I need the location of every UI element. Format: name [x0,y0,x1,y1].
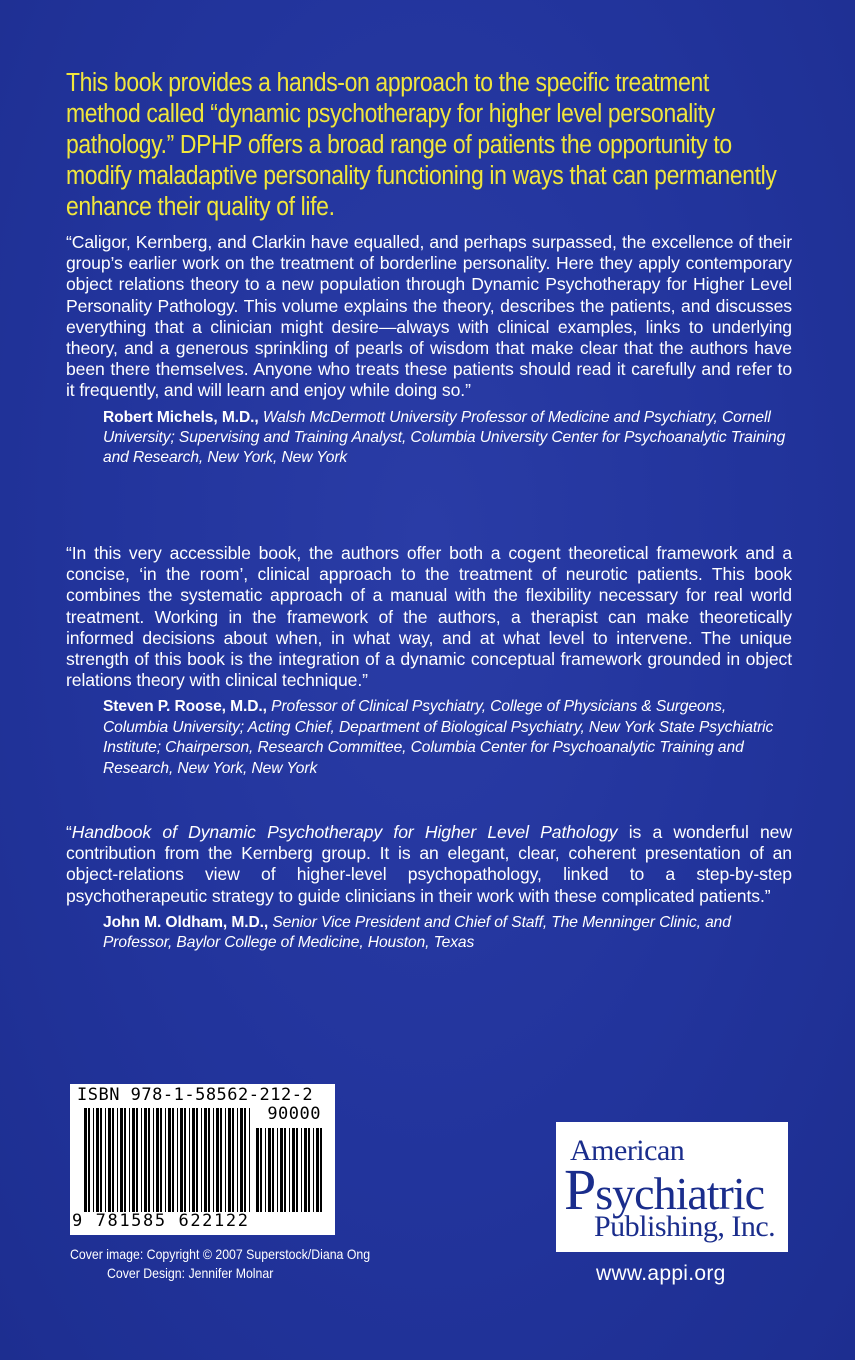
endorser-affiliation: Walsh McDermott University Professor of Medicine and Psychiatry, Cornell University; Supervising and Training Analyst, Columbia University Center for Psychoanalytic Training and Research, New York, New York [103,408,786,467]
barcode-bar [144,1108,147,1212]
isbn-barcode [70,1084,335,1235]
publisher-logo-initial: P [564,1157,596,1222]
barcode-bar [320,1128,322,1212]
barcode-bar [308,1128,310,1212]
barcode-bar [112,1108,114,1212]
barcode-bar [165,1108,166,1212]
barcode-bar [272,1128,274,1212]
barcode-bar [196,1108,198,1212]
cover-image-credit: Cover image: Copyright © 2007 Superstock/Diana Ong [70,1246,371,1262]
endorsement-text [66,822,792,907]
barcode-bar [105,1108,106,1212]
barcode-bar [117,1108,118,1212]
endorsement-attribution [103,408,792,469]
endorsement-body: is a wonderful new contribution from the Kernberg group. It is an elegant, clear, coherent presentation of an object-relations view of higher-level psychopathology, linked to a step-by-step psychotherapeutic strategy to guide clinicians in their work with these complicated patients.” [66,822,792,906]
endorsement-attribution [103,913,792,954]
barcode-bar [292,1128,295,1212]
barcode-bar [220,1108,222,1212]
barcode-bar [277,1128,278,1212]
endorsement-2 [66,543,792,779]
addon-barcode-bars-icon [256,1128,326,1212]
barcode-bar [124,1108,126,1212]
barcode-bar [240,1108,243,1212]
cover-design-credit: Cover Design: Jennifer Molnar [106,1265,274,1281]
barcode-bar [289,1128,290,1212]
book-blurb: This book provides a hands-on approach to the specific treatment method called “dynamic psychotherapy for higher level personality pathology.” DPHP offers a broad range of patients the opportunity to modify maladaptive personality functioning in ways that can permanently enhance their quality of life. [66,69,777,221]
barcode-bar [216,1108,219,1212]
barcode-bar [136,1108,138,1212]
barcode-bar [148,1108,150,1212]
barcode-bar [132,1108,135,1212]
barcode-bar [232,1108,234,1212]
barcode-bar [280,1128,283,1212]
endorser-name: Steven P. Roose, M.D., [103,698,267,716]
barcode-bar [256,1128,259,1212]
barcode-bar [225,1108,226,1212]
barcode-bar [96,1108,99,1212]
publisher-website: www.appi.org [596,1262,726,1285]
barcode-bar [260,1128,262,1212]
endorsement-text: “Caligor, Kernberg, and Clarkin have equalled, and perhaps surpassed, the excellence of their group’s earlier work on the treatment of borderline personality. Here they apply contemporary object relations theory to a new population through Dynamic Psychotherapy for Higher Level Personality Pathology. This volume explains the theory, describes the patients, and discusses everything that a clinician might desire—always with clinical examples, links to underlying theory, and a generous sprinkling of pearls of wisdom that make clear that the authors have been there themselves. Anyone who treats these patients should read it carefully and refer to it frequently, and will learn and enjoy while doing so.” [66,232,792,401]
barcode-bar [313,1128,314,1212]
barcode-bar [237,1108,238,1212]
barcode-bar [108,1108,111,1212]
barcode-bar [268,1128,271,1212]
barcode-bar [156,1108,159,1212]
publisher-logo-line3: Publishing, Inc. [594,1210,776,1243]
barcode-bar [228,1108,231,1212]
barcode-bar [192,1108,195,1212]
isbn-label: ISBN 978-1-58562-212-2 [77,1085,314,1105]
barcode-bar [304,1128,307,1212]
barcode-bar [88,1108,90,1212]
barcode-bar [316,1128,319,1212]
barcode-bar [153,1108,154,1212]
endorsement-3 [66,822,792,954]
barcode-bar [160,1108,162,1212]
barcode-bar [301,1128,302,1212]
open-quote: “ [66,822,72,842]
endorsement-attribution [103,697,792,779]
barcode-bar [129,1108,130,1212]
barcode-bar [213,1108,214,1212]
barcode-bar [249,1108,250,1212]
barcode-bar [184,1108,186,1212]
endorser-name: Robert Michels, M.D., [103,408,259,426]
barcode-bar [284,1128,286,1212]
endorsement-text: “In this very accessible book, the authors offer both a cogent theoretical framework and a concise, ‘in the room’, clinical approach to the treatment of neurotic patients. This book combines the systematic approach of a manual with the flexibility necessary for real world treatment. Working in the framework of the authors, a therapist can make theoretically informed decisions about when, in what way, and at what level to intervene. The unique strength of this book is the integration of a dynamic conceptual framework grounded in object relations theory with clinical technique.” [66,543,792,691]
barcode-bar [265,1128,266,1212]
publisher-logo-rest: sychiatric [595,1168,765,1219]
barcode-bar [208,1108,210,1212]
barcode-bar [201,1108,202,1212]
publisher-logo-line1: American [570,1134,685,1167]
barcode-bar [84,1108,87,1212]
endorser-affiliation: Professor of Clinical Psychiatry, College of Physicians & Surgeons, Columbia University; Acting Chief, Department of Biological Psychiatry, New York State Psychiatric Institute; Chairperson, Research Committee, Columbia Center for Psychoanalytic Training and Research, New York, New York [103,698,774,777]
endorser-name: John M. Oldham, M.D., [103,913,269,931]
barcode-bar [100,1108,102,1212]
endorser-affiliation: Senior Vice President and Chief of Staff, The Menninger Clinic, and Professor, Baylor College of Medicine, Houston, Texas [103,913,731,952]
barcode-bar [168,1108,171,1212]
barcode-bar [120,1108,123,1212]
price-code: 90000 [267,1104,321,1124]
barcode-bar [296,1128,298,1212]
barcode-bar [180,1108,183,1212]
barcode-bar [93,1108,94,1212]
book-title: Handbook of Dynamic Psychotherapy for Higher Level Pathology [71,822,618,842]
barcode-bar [244,1108,246,1212]
barcode-bar [204,1108,207,1212]
barcode-bars-icon [84,1108,254,1212]
ean-digits: 9 781585 622122 [72,1211,250,1231]
barcode-bar [189,1108,190,1212]
publisher-logo [556,1122,788,1252]
barcode-bar [172,1108,174,1212]
barcode-bar [141,1108,142,1212]
cover-credits [70,1245,387,1283]
endorsement-1 [66,232,792,469]
barcode-bar [177,1108,178,1212]
